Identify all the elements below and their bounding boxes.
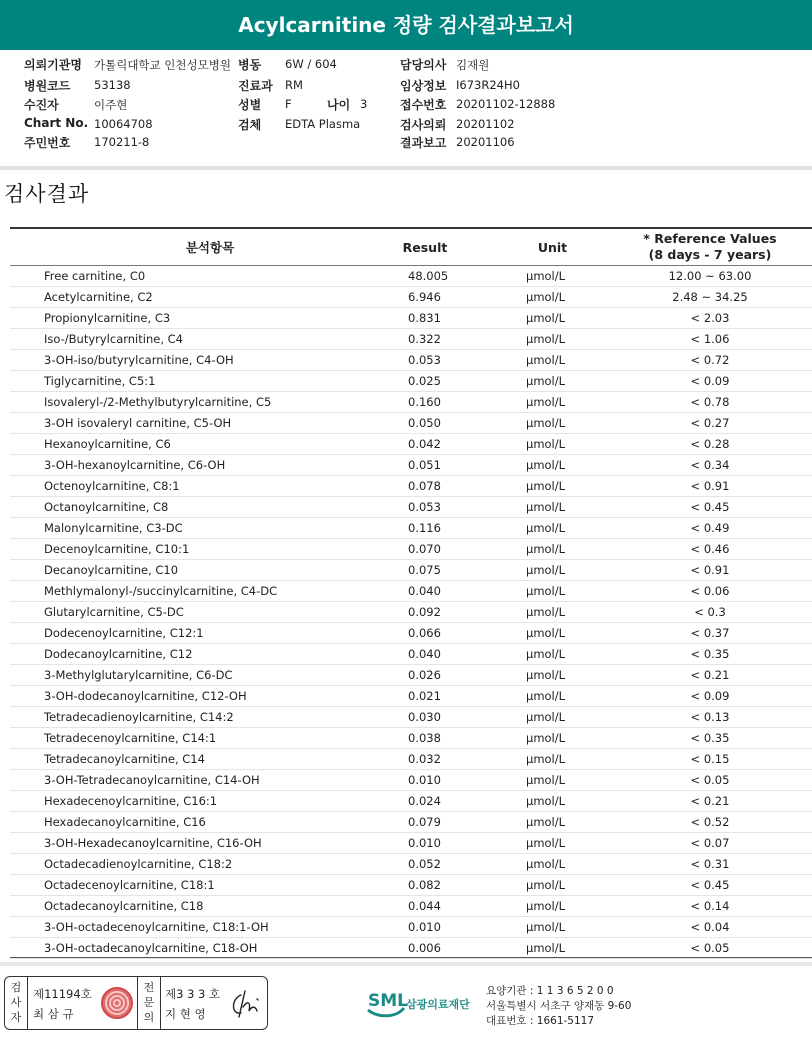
unit-value: μmol/L	[526, 500, 566, 514]
analyte-name: 3-OH-octadecanoylcarnitine, C18-OH	[44, 941, 258, 955]
table-row	[10, 896, 812, 917]
result-value: 0.053	[408, 353, 441, 367]
reference-value: < 0.49	[690, 521, 730, 535]
unit-value: μmol/L	[526, 521, 566, 535]
reference-value: < 0.34	[690, 458, 730, 472]
receiver-label: 수진자	[24, 98, 59, 112]
unit-value: μmol/L	[526, 626, 566, 640]
unit-value: μmol/L	[526, 752, 566, 766]
unit-value: μmol/L	[526, 857, 566, 871]
resident-label: 주민번호	[24, 136, 71, 150]
hospital-value: 가톨릭대학교 인천성모병원	[94, 58, 231, 72]
reference-value: < 0.91	[690, 479, 730, 493]
reference-value: < 0.91	[690, 563, 730, 577]
table-row	[10, 770, 812, 791]
specialist-license: 제3 3 3 호	[165, 987, 221, 1001]
analyte-name: Free carnitine, C0	[44, 269, 146, 283]
unit-value: μmol/L	[526, 416, 566, 430]
reference-value: < 0.09	[690, 374, 730, 388]
table-row	[10, 539, 812, 560]
analyte-name: Dodecenoylcarnitine, C12:1	[44, 626, 204, 640]
table-row	[10, 413, 812, 434]
reference-value: < 0.05	[690, 941, 730, 955]
reference-value: < 1.06	[690, 332, 730, 346]
reference-value: < 0.21	[690, 794, 730, 808]
code-label: 병원코드	[24, 79, 71, 93]
resident-value: 170211-8	[94, 135, 150, 149]
reference-value: < 0.52	[690, 815, 730, 829]
unit-value: μmol/L	[526, 920, 566, 934]
reference-value: < 0.13	[690, 710, 730, 724]
unit-value: μmol/L	[526, 794, 566, 808]
analyte-name: Hexadecenoylcarnitine, C16:1	[44, 794, 218, 808]
reference-value: < 0.15	[690, 752, 730, 766]
unit-value: μmol/L	[526, 584, 566, 598]
table-row	[10, 455, 812, 476]
result-value: 0.070	[408, 542, 441, 556]
analyte-name: Tetradecadienoylcarnitine, C14:2	[44, 710, 234, 724]
clinical-label: 임상정보	[400, 79, 447, 93]
examiner-name: 최 삼 규	[33, 1007, 74, 1021]
header-unit: Unit	[537, 239, 568, 255]
table-row	[10, 518, 812, 539]
result-value: 0.026	[408, 668, 441, 682]
result-value: 0.040	[408, 584, 441, 598]
divider	[27, 977, 28, 1029]
result-value: 48.005	[408, 269, 449, 283]
table-row	[10, 560, 812, 581]
header-analyte: 분석항목	[185, 240, 235, 255]
code-value: 53138	[94, 78, 131, 92]
unit-value: μmol/L	[526, 815, 566, 829]
analyte-name: 3-OH-Tetradecanoylcarnitine, C14-OH	[44, 773, 260, 787]
reference-value: < 0.35	[690, 731, 730, 745]
header-reference-line1: * Reference Values	[643, 231, 777, 246]
unit-value: μmol/L	[526, 773, 566, 787]
unit-value: μmol/L	[526, 899, 566, 913]
table-row	[10, 707, 812, 728]
reference-value: < 0.35	[690, 647, 730, 661]
reference-value: < 0.45	[690, 878, 730, 892]
unit-value: μmol/L	[526, 836, 566, 850]
result-value: 0.066	[408, 626, 441, 640]
divider	[160, 977, 161, 1029]
age-value: 3	[360, 97, 368, 111]
table-row	[10, 917, 812, 938]
table-row	[10, 875, 812, 896]
analyte-name: Isovaleryl-/2-Methylbutyrylcarnitine, C5	[44, 395, 272, 409]
result-value: 0.051	[408, 458, 441, 472]
table-row	[10, 728, 812, 749]
analyte-name: Octadecenoylcarnitine, C18:1	[44, 878, 215, 892]
unit-value: μmol/L	[526, 878, 566, 892]
hospital-label: 의뢰기관명	[24, 58, 82, 72]
analyte-name: 3-OH-iso/butyrylcarnitine, C4-OH	[44, 353, 234, 367]
chart-value: 10064708	[94, 117, 153, 131]
institution-address	[486, 984, 631, 1029]
table-row	[10, 287, 812, 308]
result-value: 0.078	[408, 479, 441, 493]
reference-value: 2.48 ~ 34.25	[672, 290, 748, 304]
result-date-label: 결과보고	[400, 136, 447, 150]
analyte-name: Dodecanoylcarnitine, C12	[44, 647, 193, 661]
reference-value: < 0.21	[690, 668, 730, 682]
clinical-value: I673R24H0	[456, 78, 520, 92]
table-row	[10, 623, 812, 644]
table-row	[10, 854, 812, 875]
specimen-value: EDTA Plasma	[285, 117, 361, 131]
analyte-name: Methlymalonyl-/succinylcarnitine, C4-DC	[44, 584, 278, 598]
examiner-license: 제11194호	[33, 987, 92, 1001]
reference-value: < 2.03	[690, 311, 730, 325]
unit-value: μmol/L	[526, 374, 566, 388]
result-value: 0.030	[408, 710, 441, 724]
results-table-body	[10, 266, 812, 959]
reference-value: < 0.14	[690, 899, 730, 913]
reference-value: < 0.31	[690, 857, 730, 871]
unit-value: μmol/L	[526, 563, 566, 577]
result-value: 0.050	[408, 416, 441, 430]
request-label: 검사의뢰	[400, 118, 447, 132]
result-value: 0.053	[408, 500, 441, 514]
analyte-name: Octanoylcarnitine, C8	[44, 500, 169, 514]
analyte-name: Octadecanoylcarnitine, C18	[44, 899, 204, 913]
table-row	[10, 434, 812, 455]
table-row	[10, 581, 812, 602]
result-value: 0.079	[408, 815, 441, 829]
reference-value: < 0.09	[690, 689, 730, 703]
table-row	[10, 665, 812, 686]
table-row	[10, 749, 812, 770]
accession-label: 접수번호	[400, 98, 447, 112]
reference-value: < 0.06	[690, 584, 730, 598]
result-value: 0.025	[408, 374, 441, 388]
result-value: 0.052	[408, 857, 441, 871]
analyte-name: Acetylcarnitine, C2	[44, 290, 153, 304]
result-value: 0.116	[408, 521, 441, 535]
analyte-name: 3-OH-octadecenoylcarnitine, C18:1-OH	[44, 920, 269, 934]
result-value: 0.038	[408, 731, 441, 745]
reference-value: < 0.27	[690, 416, 730, 430]
result-value: 0.160	[408, 395, 441, 409]
dept-label: 진료과	[238, 79, 273, 93]
analyte-name: Glutarylcarnitine, C5-DC	[44, 605, 184, 619]
table-row	[10, 602, 812, 623]
table-row	[10, 350, 812, 371]
reference-value: < 0.45	[690, 500, 730, 514]
unit-value: μmol/L	[526, 269, 566, 283]
unit-value: μmol/L	[526, 395, 566, 409]
analyte-name: 3-OH-dodecanoylcarnitine, C12-OH	[44, 689, 247, 703]
report-title: Acylcarnitine 정량 검사결과보고서	[0, 0, 812, 50]
result-value: 0.021	[408, 689, 441, 703]
unit-value: μmol/L	[526, 353, 566, 367]
patient-info-panel	[0, 50, 812, 166]
result-value: 6.946	[408, 290, 441, 304]
divider	[137, 977, 138, 1029]
table-row	[10, 392, 812, 413]
table-row	[10, 329, 812, 350]
analyte-name: 3-Methylglutarylcarnitine, C6-DC	[44, 668, 233, 682]
result-value: 0.082	[408, 878, 441, 892]
result-value: 0.044	[408, 899, 441, 913]
logo-letters: SML	[368, 991, 408, 1011]
section-title: 검사결과	[4, 182, 90, 206]
result-value: 0.010	[408, 920, 441, 934]
result-value: 0.092	[408, 605, 441, 619]
reference-value: < 0.46	[690, 542, 730, 556]
table-row	[10, 938, 812, 959]
table-row	[10, 371, 812, 392]
unit-value: μmol/L	[526, 710, 566, 724]
result-value: 0.042	[408, 437, 441, 451]
logo-name: 삼광의료재단	[406, 998, 470, 1011]
reference-value: < 0.3	[694, 605, 726, 619]
reference-value: < 0.28	[690, 437, 730, 451]
reference-value: < 0.72	[690, 353, 730, 367]
reference-value: < 0.04	[690, 920, 730, 934]
table-row	[10, 791, 812, 812]
unit-value: μmol/L	[526, 311, 566, 325]
result-value: 0.831	[408, 311, 441, 325]
unit-value: μmol/L	[526, 731, 566, 745]
result-value: 0.040	[408, 647, 441, 661]
analyte-name: Iso-/Butyrylcarnitine, C4	[44, 332, 183, 346]
analyte-name: Decanoylcarnitine, C10	[44, 563, 179, 577]
result-value: 0.010	[408, 773, 441, 787]
table-row	[10, 308, 812, 329]
analyte-name: Tiglycarnitine, C5:1	[44, 374, 156, 388]
table-row	[10, 266, 812, 287]
analyte-name: Octenoylcarnitine, C8:1	[44, 479, 180, 493]
table-row	[10, 812, 812, 833]
result-value: 0.032	[408, 752, 441, 766]
result-value: 0.024	[408, 794, 441, 808]
specialist-name: 지 현 영	[165, 1007, 206, 1021]
results-table-header	[10, 229, 812, 265]
specialist-vertical-label: 전 문 의	[143, 981, 155, 1024]
table-row	[10, 644, 812, 665]
reference-value: < 0.37	[690, 626, 730, 640]
unit-value: μmol/L	[526, 605, 566, 619]
sex-value: F	[285, 97, 292, 111]
sex-label: 성별	[238, 98, 262, 112]
dept-value: RM	[285, 78, 303, 92]
unit-value: μmol/L	[526, 458, 566, 472]
accession-value: 20201102-12888	[456, 97, 556, 111]
analyte-name: Malonylcarnitine, C3-DC	[44, 521, 183, 535]
unit-value: μmol/L	[526, 290, 566, 304]
address-line-3: 대표번호 : 1661-5117	[486, 1015, 595, 1027]
age-label: 나이	[327, 98, 351, 112]
chart-label: Chart No.	[24, 116, 89, 130]
analyte-name: Tetradecanoylcarnitine, C14	[44, 752, 205, 766]
result-date-value: 20201106	[456, 135, 515, 149]
unit-value: μmol/L	[526, 941, 566, 955]
seal-stamp-icon	[101, 987, 133, 1019]
unit-value: μmol/L	[526, 332, 566, 346]
header-divider	[0, 166, 812, 170]
specimen-label: 검체	[238, 118, 262, 132]
ward-label: 병동	[238, 58, 262, 72]
table-row	[10, 833, 812, 854]
signature-box	[4, 976, 268, 1030]
analyte-name: Propionylcarnitine, C3	[44, 311, 171, 325]
doctor-value: 김재원	[456, 58, 490, 72]
address-line-2: 서울특별시 서초구 양재동 9-60	[486, 1000, 632, 1012]
analyte-name: Hexadecanoylcarnitine, C16	[44, 815, 206, 829]
unit-value: μmol/L	[526, 542, 566, 556]
unit-value: μmol/L	[526, 479, 566, 493]
analyte-name: Octadecadienoylcarnitine, C18:2	[44, 857, 233, 871]
examiner-vertical-label: 검 사 자	[10, 981, 22, 1024]
ward-value: 6W / 604	[285, 57, 337, 71]
signature-icon	[227, 985, 263, 1021]
analyte-name: Hexanoylcarnitine, C6	[44, 437, 171, 451]
result-value: 0.075	[408, 563, 441, 577]
reference-value: < 0.07	[690, 836, 730, 850]
table-row	[10, 497, 812, 518]
address-line-1: 요양기관 : 1 1 3 6 5 2 0 0	[486, 985, 614, 997]
header-reference	[610, 229, 810, 265]
unit-value: μmol/L	[526, 647, 566, 661]
result-value: 0.322	[408, 332, 441, 346]
analyte-name: 3-OH isovaleryl carnitine, C5-OH	[44, 416, 232, 430]
result-value: 0.010	[408, 836, 441, 850]
table-bottom-rule	[10, 957, 812, 958]
analyte-name: 3-OH-Hexadecanoylcarnitine, C16-OH	[44, 836, 262, 850]
receiver-value: 이주현	[94, 98, 128, 112]
table-row	[10, 476, 812, 497]
reference-value: < 0.78	[690, 395, 730, 409]
unit-value: μmol/L	[526, 668, 566, 682]
request-value: 20201102	[456, 117, 515, 131]
doctor-label: 담당의사	[400, 58, 447, 72]
footer-divider	[0, 962, 812, 966]
analyte-name: Tetradecenoylcarnitine, C14:1	[44, 731, 217, 745]
reference-value: < 0.05	[690, 773, 730, 787]
analyte-name: Decenoylcarnitine, C10:1	[44, 542, 190, 556]
header-reference-line2: (8 days - 7 years)	[648, 247, 772, 262]
analyte-name: 3-OH-hexanoylcarnitine, C6-OH	[44, 458, 226, 472]
reference-value: 12.00 ~ 63.00	[668, 269, 752, 283]
table-row	[10, 686, 812, 707]
unit-value: μmol/L	[526, 689, 566, 703]
header-result: Result	[402, 239, 448, 255]
result-value: 0.006	[408, 941, 441, 955]
unit-value: μmol/L	[526, 437, 566, 451]
